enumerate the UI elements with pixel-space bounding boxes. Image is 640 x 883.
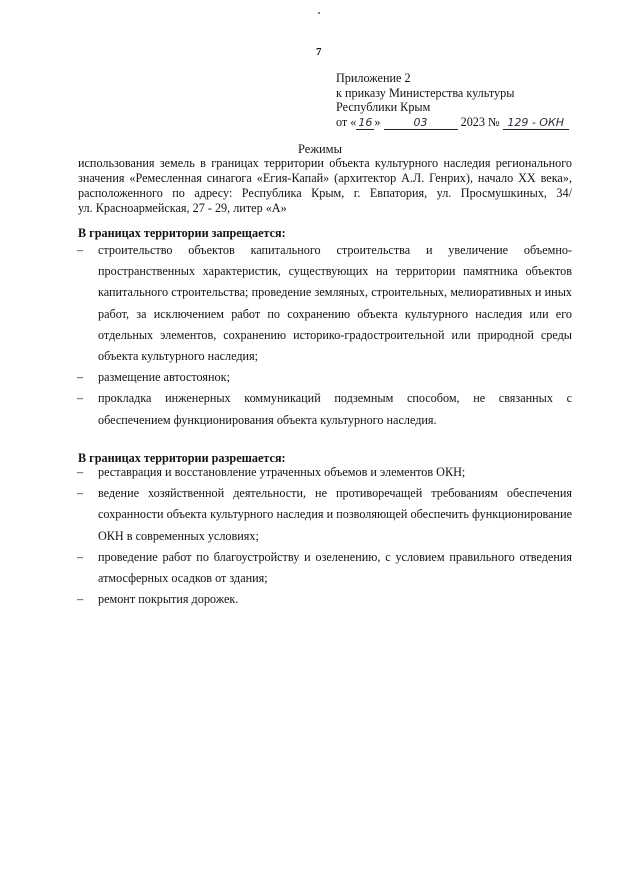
dash-bullet: – — [77, 391, 84, 406]
dash-bullet: – — [77, 370, 84, 385]
scan-speck — [318, 12, 320, 14]
intro-line: ул. Красноармейская, 27 - 29, литер «А» — [78, 201, 287, 215]
list-item: – реставрация и восстановление утраченных объемов и элементов ОКН; — [78, 462, 572, 483]
list-item: – ремонт покрытия дорожек. — [78, 589, 572, 610]
date-year: 2023 № — [460, 114, 500, 129]
date-month: 03 — [384, 117, 458, 130]
intro-line: использования земель в границах территории объекта культурного наследия регионального — [78, 156, 572, 170]
dash-bullet: – — [77, 549, 84, 564]
date-mid: » — [374, 114, 381, 129]
list-item: – строительство объектов капитального строительства и увеличение объемно-пространственных характеристик, существующих на территории памятника объектов капитального строительства; проведение земляных, строительных, мелиоративных и иных работ, за исключением работ по сохранению объекта культурного наследия или его отдельных элементов, сохранению историко-градостроительной или природной среды объекта культурного наследия; — [78, 240, 572, 367]
page-number: 7 — [316, 46, 322, 58]
intro-line: значения «Ремесленная синагога «Егия-Капай» (архитектор А.Л. Генрих), начало XX века», — [78, 171, 572, 185]
appendix-title: Приложение 2 — [336, 71, 411, 85]
allowed-heading: В границах территории разрешается: — [78, 451, 286, 465]
list-item: – ведение хозяйственной деятельности, не противоречащей требованиям обеспечения сохранности объекта культурного наследия и позволяющей обеспечить функционирование ОКН в современных условиях; — [78, 483, 572, 547]
dash-bullet: – — [77, 592, 84, 607]
list-item: – прокладка инженерных коммуникаций подземным способом, не связанных с обеспечением функционирования объекта культурного наследия. — [78, 388, 572, 430]
date-day: 16 — [358, 115, 373, 129]
document-title: Режимы — [298, 142, 342, 156]
list-item: – размещение автостоянок; — [78, 367, 572, 388]
forbidden-list — [78, 240, 572, 431]
forbidden-heading: В границах территории запрещается: — [78, 226, 286, 240]
dash-bullet: – — [77, 243, 84, 257]
date-prefix: от « — [336, 114, 357, 129]
order-number: 129 - ОКН — [503, 117, 569, 130]
allowed-list — [78, 462, 572, 610]
intro-line: расположенного по адресу: Республика Крым, г. Евпатория, ул. Просмушкиных, 34/ — [78, 186, 572, 200]
appendix-block — [336, 71, 596, 130]
document-intro — [78, 156, 572, 216]
appendix-date-line — [336, 115, 596, 130]
appendix-order-ref: к приказу Министерства культуры — [336, 85, 515, 100]
dash-bullet: – — [77, 465, 84, 479]
list-item: – проведение работ по благоустройству и озеленению, с условием правильного отведения атмосферных осадков от здания; — [78, 547, 572, 589]
appendix-republic: Республики Крым — [336, 100, 431, 114]
dash-bullet: – — [77, 486, 84, 501]
